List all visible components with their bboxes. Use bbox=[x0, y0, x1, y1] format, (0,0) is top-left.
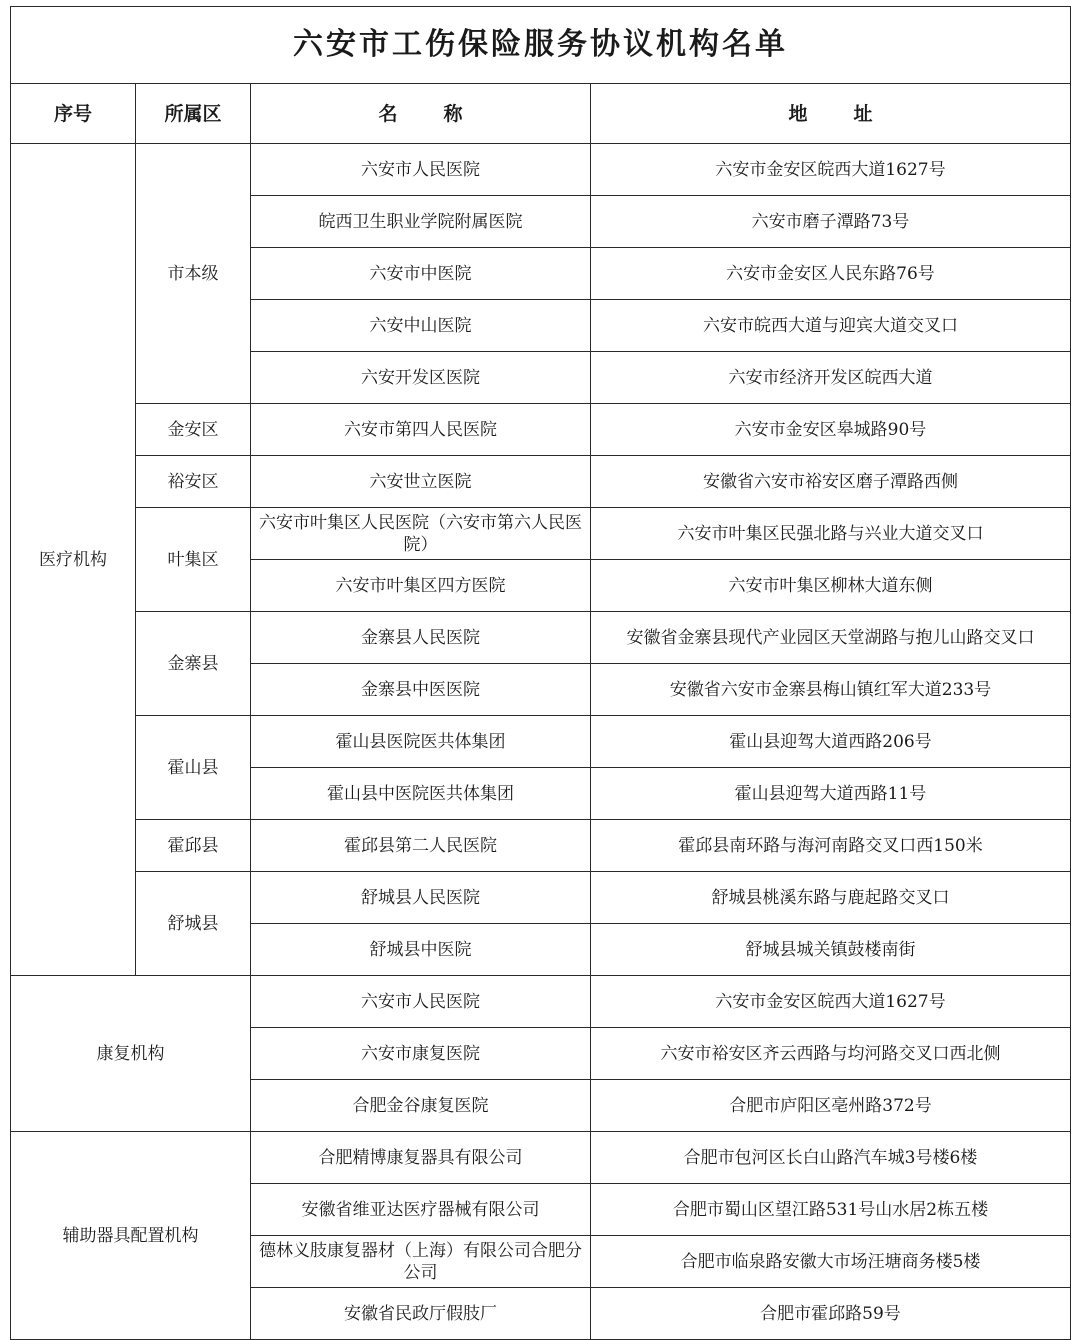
institution-address: 六安市叶集区民强北路与兴业大道交叉口 bbox=[591, 508, 1071, 560]
institution-name: 六安市叶集区四方医院 bbox=[251, 560, 591, 612]
institution-name: 金寨县人民医院 bbox=[251, 612, 591, 664]
category-aids: 辅助器具配置机构 bbox=[11, 1132, 251, 1340]
institution-address: 六安市磨子潭路73号 bbox=[591, 196, 1071, 248]
institution-name: 六安市人民医院 bbox=[251, 144, 591, 196]
institution-address: 六安市裕安区齐云西路与均河路交叉口西北侧 bbox=[591, 1028, 1071, 1080]
institution-address: 六安市金安区皋城路90号 bbox=[591, 404, 1071, 456]
institution-name: 合肥精博康复器具有限公司 bbox=[251, 1132, 591, 1184]
institution-address: 六安市金安区皖西大道1627号 bbox=[591, 144, 1071, 196]
institution-address: 六安市金安区人民东路76号 bbox=[591, 248, 1071, 300]
header-name bbox=[251, 84, 591, 144]
institution-name: 六安中山医院 bbox=[251, 300, 591, 352]
header-address bbox=[591, 84, 1071, 144]
header-index: 序号 bbox=[11, 84, 136, 144]
institution-address: 霍山县迎驾大道西路206号 bbox=[591, 716, 1071, 768]
header-name-char-2: 称 bbox=[443, 102, 463, 125]
institution-name: 霍邱县第二人民医院 bbox=[251, 820, 591, 872]
institution-name: 安徽省维亚达医疗器械有限公司 bbox=[251, 1184, 591, 1236]
institution-address: 六安市皖西大道与迎宾大道交叉口 bbox=[591, 300, 1071, 352]
institution-name: 舒城县中医院 bbox=[251, 924, 591, 976]
institution-name: 霍山县医院医共体集团 bbox=[251, 716, 591, 768]
district-jinzhai: 金寨县 bbox=[136, 612, 251, 716]
category-medical: 医疗机构 bbox=[11, 144, 136, 976]
header-name-char-1: 名 bbox=[378, 102, 398, 125]
district-jinan: 金安区 bbox=[136, 404, 251, 456]
institution-name: 合肥金谷康复医院 bbox=[251, 1080, 591, 1132]
institution-address: 合肥市包河区长白山路汽车城3号楼6楼 bbox=[591, 1132, 1071, 1184]
institution-name: 六安市叶集区人民医院（六安市第六人民医院） bbox=[251, 508, 591, 560]
institution-name: 六安市第四人民医院 bbox=[251, 404, 591, 456]
institution-name: 六安市中医院 bbox=[251, 248, 591, 300]
institution-name: 皖西卫生职业学院附属医院 bbox=[251, 196, 591, 248]
institution-name: 六安市人民医院 bbox=[251, 976, 591, 1028]
district-shucheng: 舒城县 bbox=[136, 872, 251, 976]
institution-name: 霍山县中医院医共体集团 bbox=[251, 768, 591, 820]
institution-name: 安徽省民政厅假肢厂 bbox=[251, 1288, 591, 1340]
institution-name: 德林义肢康复器材（上海）有限公司合肥分公司 bbox=[251, 1236, 591, 1288]
district-huoshan: 霍山县 bbox=[136, 716, 251, 820]
institution-address: 安徽省六安市裕安区磨子潭路西侧 bbox=[591, 456, 1071, 508]
institution-address: 霍邱县南环路与海河南路交叉口西150米 bbox=[591, 820, 1071, 872]
institution-address: 合肥市临泉路安徽大市场汪塘商务楼5楼 bbox=[591, 1236, 1071, 1288]
institution-name: 六安世立医院 bbox=[251, 456, 591, 508]
institution-address: 安徽省六安市金寨县梅山镇红军大道233号 bbox=[591, 664, 1071, 716]
institution-address: 安徽省金寨县现代产业园区天堂湖路与抱儿山路交叉口 bbox=[591, 612, 1071, 664]
institution-name: 六安开发区医院 bbox=[251, 352, 591, 404]
category-rehab: 康复机构 bbox=[11, 976, 251, 1132]
institution-address: 舒城县桃溪东路与鹿起路交叉口 bbox=[591, 872, 1071, 924]
institution-name: 六安市康复医院 bbox=[251, 1028, 591, 1080]
institution-address: 舒城县城关镇鼓楼南街 bbox=[591, 924, 1071, 976]
institution-address: 六安市叶集区柳林大道东侧 bbox=[591, 560, 1071, 612]
district-yeji: 叶集区 bbox=[136, 508, 251, 612]
institution-address: 霍山县迎驾大道西路11号 bbox=[591, 768, 1071, 820]
institution-address: 六安市金安区皖西大道1627号 bbox=[591, 976, 1071, 1028]
district-huoqiu: 霍邱县 bbox=[136, 820, 251, 872]
institution-table bbox=[10, 6, 1071, 1340]
district-city: 市本级 bbox=[136, 144, 251, 404]
institution-address: 合肥市蜀山区望江路531号山水居2栋五楼 bbox=[591, 1184, 1071, 1236]
institution-name: 舒城县人民医院 bbox=[251, 872, 591, 924]
institution-address: 合肥市霍邱路59号 bbox=[591, 1288, 1071, 1340]
header-district: 所属区 bbox=[136, 84, 251, 144]
page-title: 六安市工伤保险服务协议机构名单 bbox=[11, 7, 1071, 84]
institution-address: 合肥市庐阳区亳州路372号 bbox=[591, 1080, 1071, 1132]
institution-name: 金寨县中医医院 bbox=[251, 664, 591, 716]
district-yuan: 裕安区 bbox=[136, 456, 251, 508]
institution-address: 六安市经济开发区皖西大道 bbox=[591, 352, 1071, 404]
header-address-char-2: 址 bbox=[853, 102, 873, 125]
header-address-char-1: 地 bbox=[788, 102, 808, 125]
